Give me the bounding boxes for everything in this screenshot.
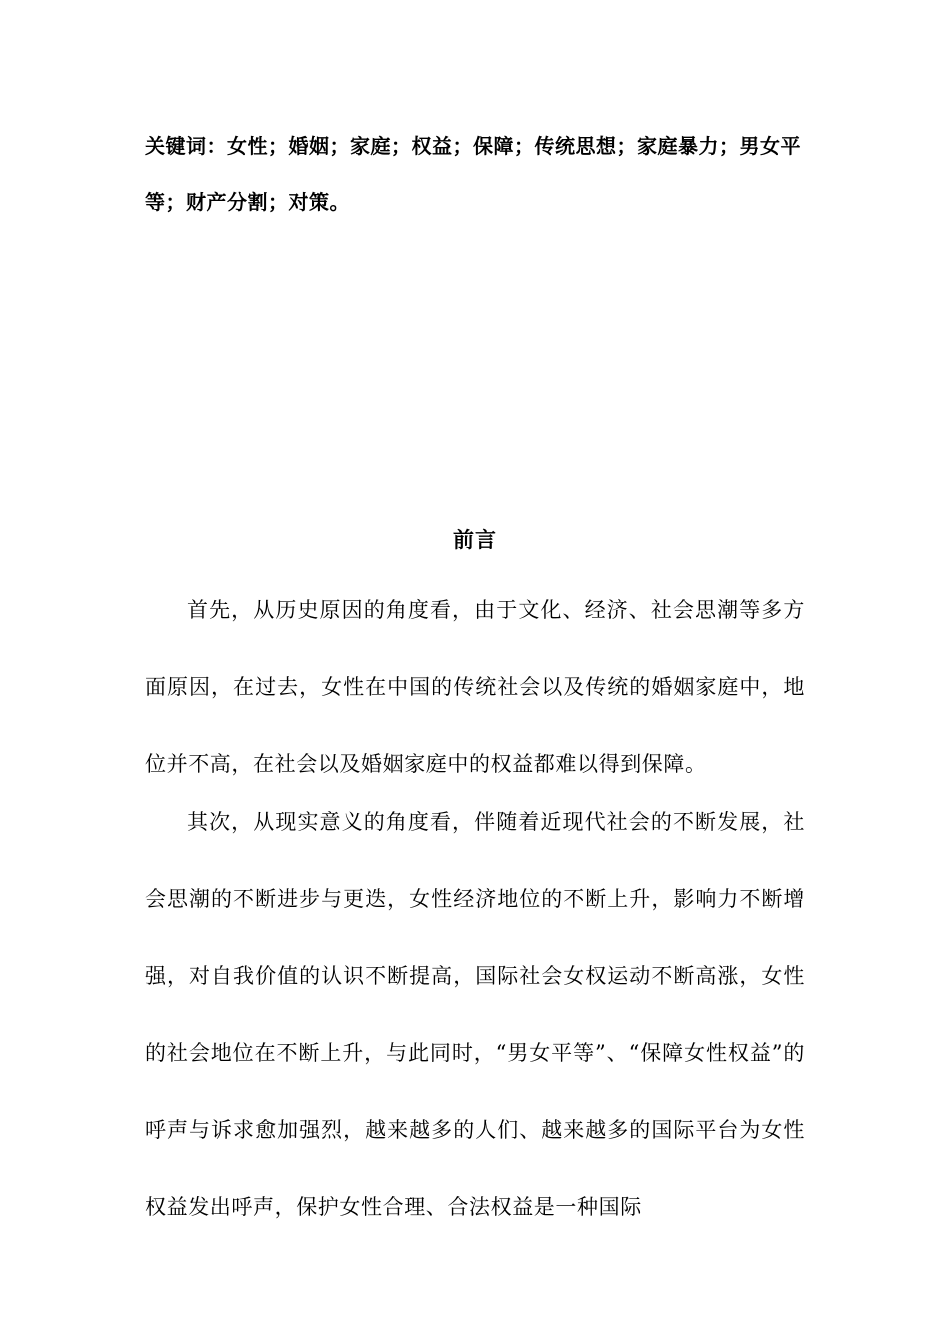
keywords-line [145,118,815,230]
section-heading: 前言 [453,527,497,552]
paragraph-history: 首先，从历史原因的角度看，由于文化、经济、社会思潮等多方面原因，在过去，女性在中国的传统社会以及传统的婚姻家庭中，地位并不高，在社会以及婚姻家庭中的权益都难以得到保障。 [145,598,805,776]
paragraph-reality: 其次，从现实意义的角度看，伴随着近现代社会的不断发展，社会思潮的不断进步与更迭，女性经济地位的不断上升，影响力不断增强，对自我价值的认识不断提高，国际社会女权运动不断高涨，女性的社会地位在不断上升，与此同时，“男女平等”、“保障女性权益”的呼声与诉求愈加强烈，越来越多的人们、越来越多的国际平台为女性权益发出呼声，保护女性合理、合法权益是一种国际 [145,810,805,1219]
keywords-label: 关键词： [145,134,227,158]
keywords-text: 女性；婚姻；家庭；权益；保障；传统思想；家庭暴力；男女平等；财产分割；对策。 [145,134,801,214]
